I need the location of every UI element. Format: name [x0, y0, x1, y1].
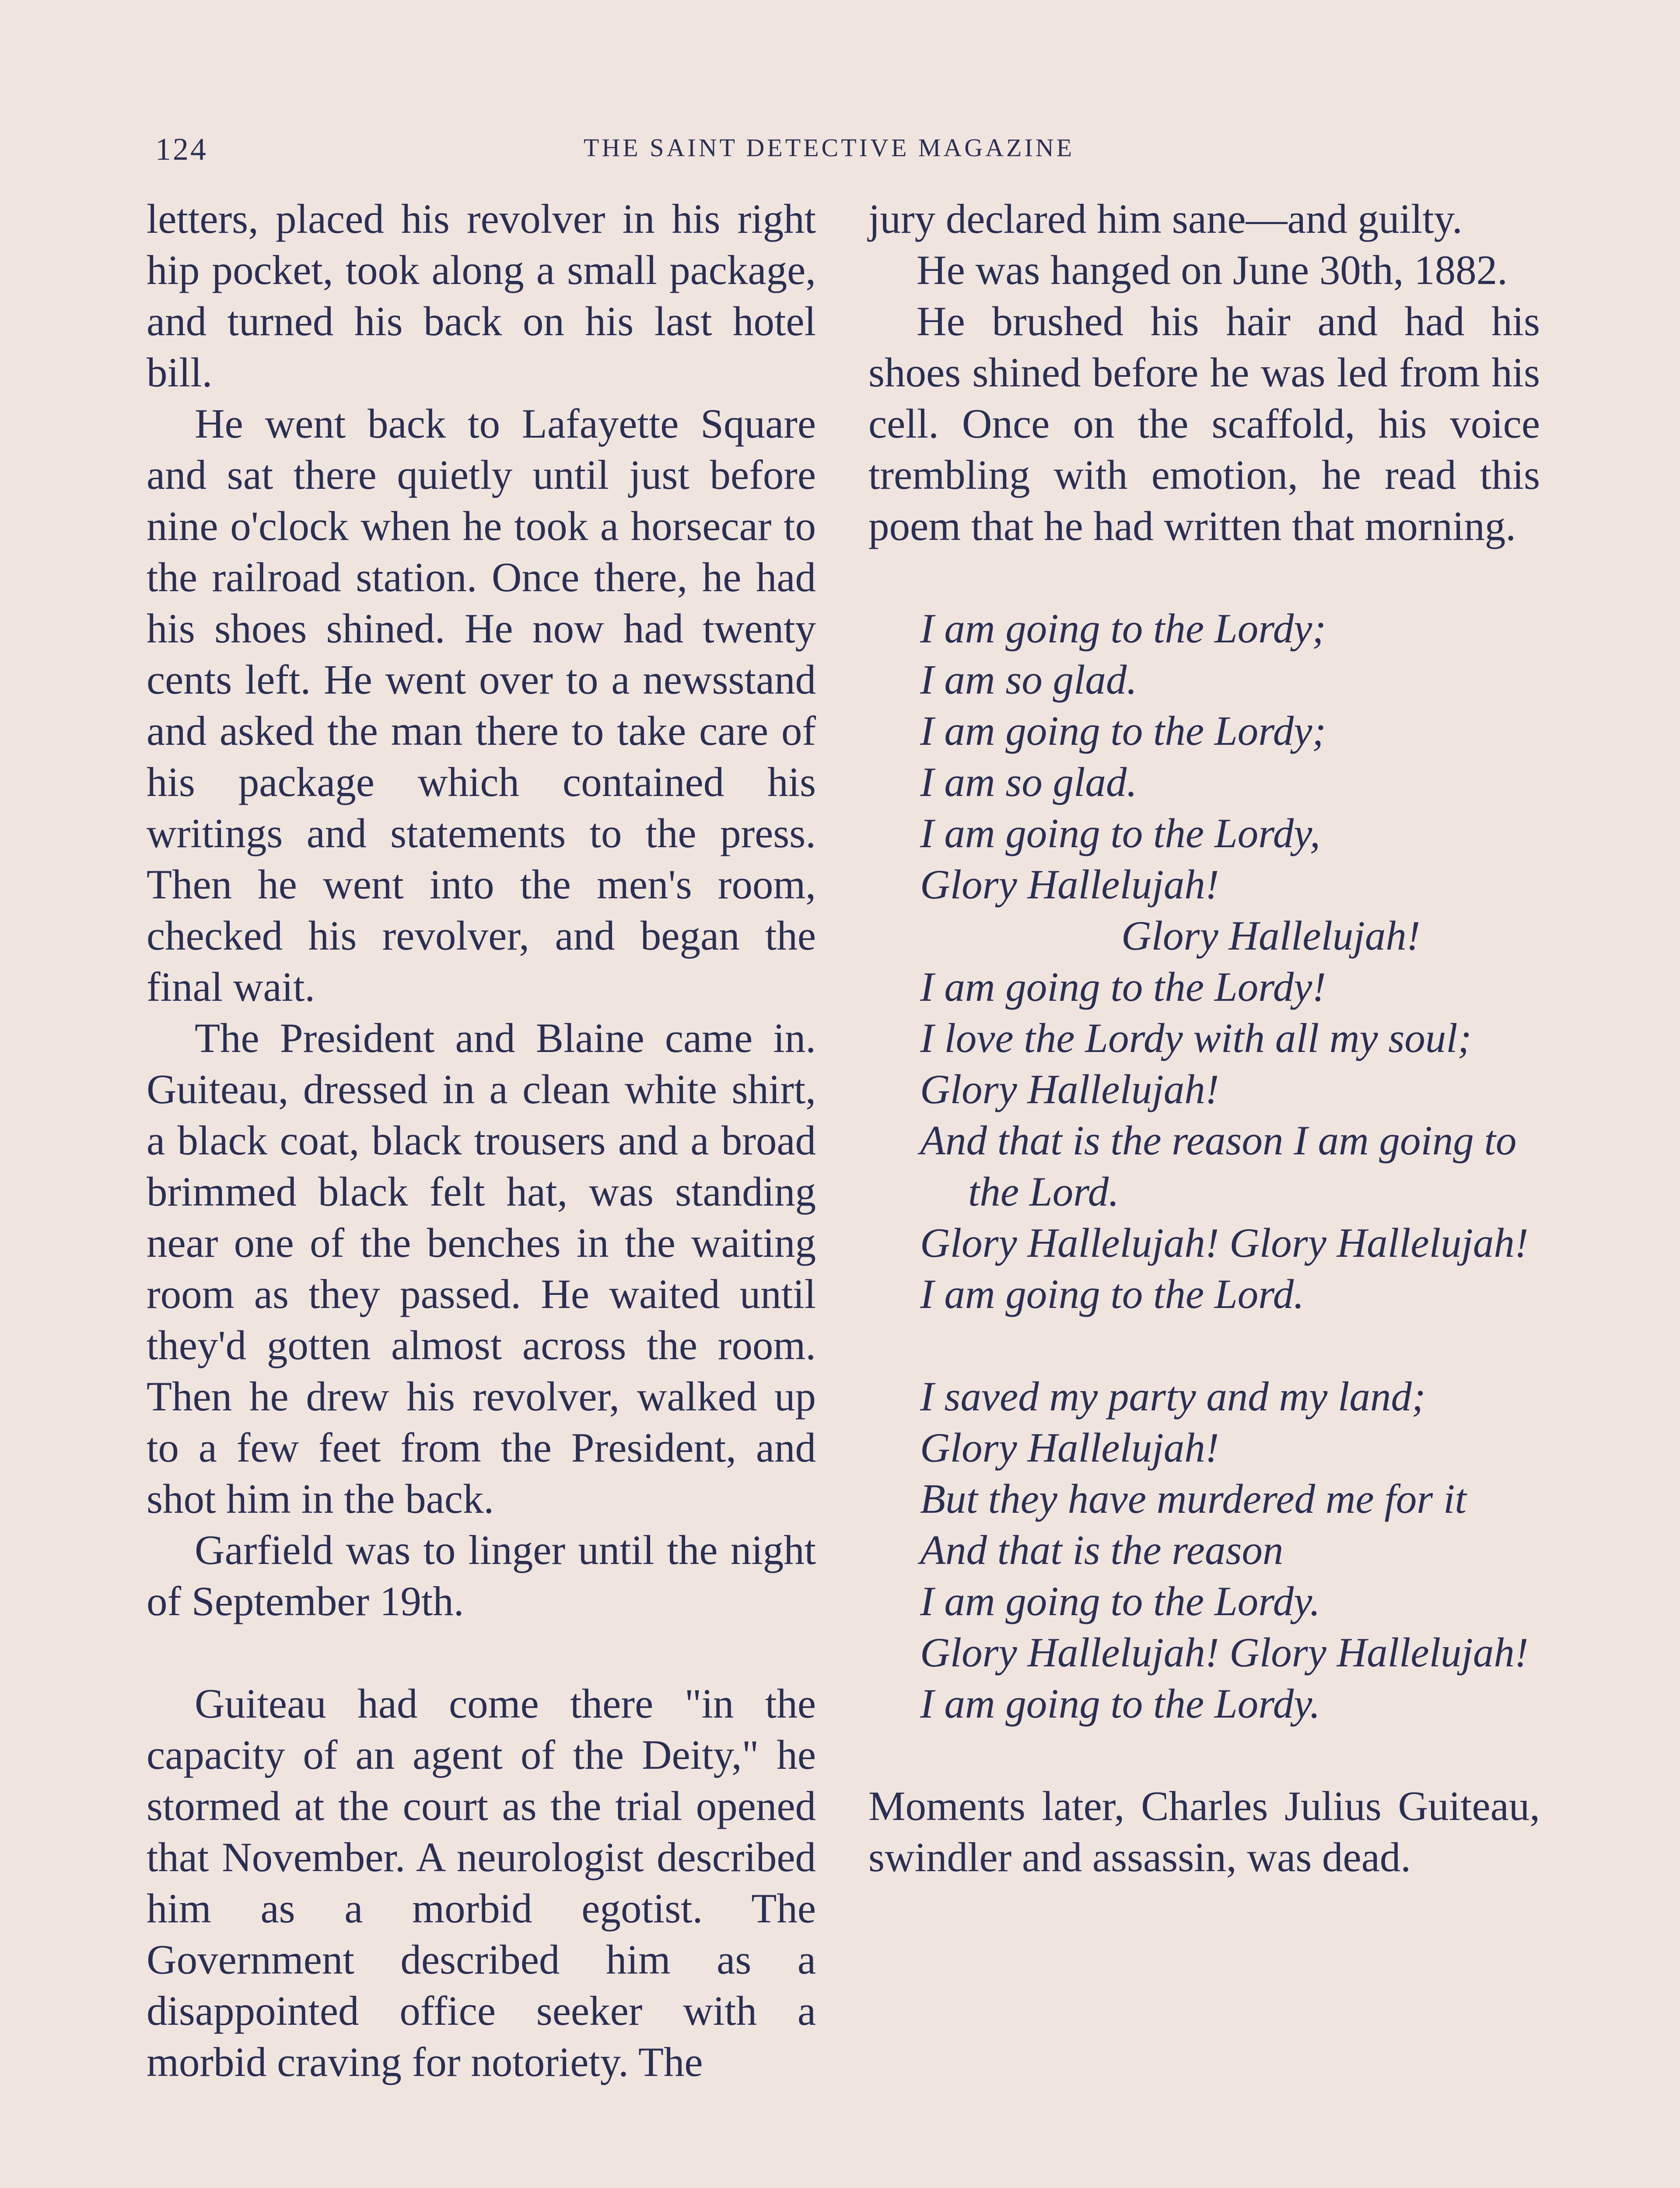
paragraph: letters, placed his revolver in his right hip pocket, took along a small package, and turned his back on his last hotel bill. — [147, 196, 816, 396]
poem-line: I am going to the Lordy; — [920, 708, 1326, 754]
paragraph: Moments later, Charles Julius Guiteau, swindler and assassin, was dead. — [868, 1783, 1540, 1880]
paragraph: The President and Blaine came in. Guiteau, dressed in a clean white shirt, a black coat, black trousers and a broad brimmed black felt hat, was standing near one of the benches in the waiting room as they passed. He waited until they'd gotten almost across the room. Then he drew his revolver, walked up to a few feet from the President, and shot him in the back. — [147, 1015, 816, 1522]
poem-line: Glory Hallelujah! Glory Hallelujah! — [920, 1629, 1529, 1676]
left-column — [147, 193, 816, 2088]
poem-line: Glory Hallelujah! — [920, 1424, 1219, 1471]
section-break — [868, 552, 1540, 603]
magazine-title: THE SAINT DETECTIVE MAGAZINE — [583, 133, 1075, 162]
poem-line: I am going to the Lordy, — [920, 810, 1320, 856]
poem-line: Glory Hallelujah! — [1121, 912, 1421, 959]
poem-line: And that is the reason — [920, 1527, 1284, 1573]
poem-line: I love the Lordy with all my soul; — [920, 1015, 1472, 1061]
paragraph: Garfield was to linger until the night of September 19th. — [147, 1527, 816, 1624]
stanza-break — [920, 1320, 1540, 1371]
section-break — [868, 1729, 1540, 1781]
section-break — [147, 1627, 816, 1678]
page-number: 124 — [155, 132, 208, 167]
right-column — [868, 193, 1540, 1883]
poem-line: I am going to the Lordy; — [920, 605, 1326, 652]
paragraph: He went back to Lafayette Square and sat there quietly until just before nine o'clock when he took a horsecar to the railroad station. Once there, he had his shoes shined. He now had twenty cents left. He went over to a newsstand and asked the man there to take care of his package which contained his writings and statements to the press. Then he went into the men's room, checked his revolver, and began the final wait. — [147, 400, 816, 1010]
poem-line: Glory Hallelujah! — [920, 1066, 1219, 1112]
poem-line: I am going to the Lordy. — [920, 1578, 1320, 1624]
poem — [868, 603, 1540, 1729]
poem-line: Glory Hallelujah! — [920, 861, 1219, 908]
poem-line: I saved my party and my land; — [920, 1373, 1426, 1420]
poem-line: I am going to the Lord. — [920, 1271, 1304, 1317]
paragraph: jury declared him sane—and guilty. — [868, 196, 1463, 242]
page-header — [155, 131, 1533, 179]
poem-line: But they have murdered me for it — [920, 1476, 1466, 1522]
paragraph: Guiteau had come there "in the capacity of an agent of the Deity," he stormed at the court as the trial opened that November. A neurologist described him as a morbid egotist. The Government described him as a disappointed office seeker with a morbid craving for notoriety. The — [147, 1680, 816, 2085]
poem-line: And that is the reason I am going to the Lord. — [920, 1117, 1517, 1215]
paragraph: He brushed his hair and had his shoes shined before he was led from his cell. Once on the scaffold, his voice trembling with emotion, he read this poem that he had written that morning. — [868, 298, 1540, 549]
poem-line: Glory Hallelujah! Glory Hallelujah! — [920, 1220, 1529, 1266]
poem-line: I am going to the Lordy. — [920, 1680, 1320, 1727]
poem-line: I am so glad. — [920, 656, 1138, 703]
poem-line: I am so glad. — [920, 759, 1138, 805]
poem-line: I am going to the Lordy! — [920, 964, 1326, 1010]
paragraph: He was hanged on June 30th, 1882. — [917, 247, 1508, 293]
